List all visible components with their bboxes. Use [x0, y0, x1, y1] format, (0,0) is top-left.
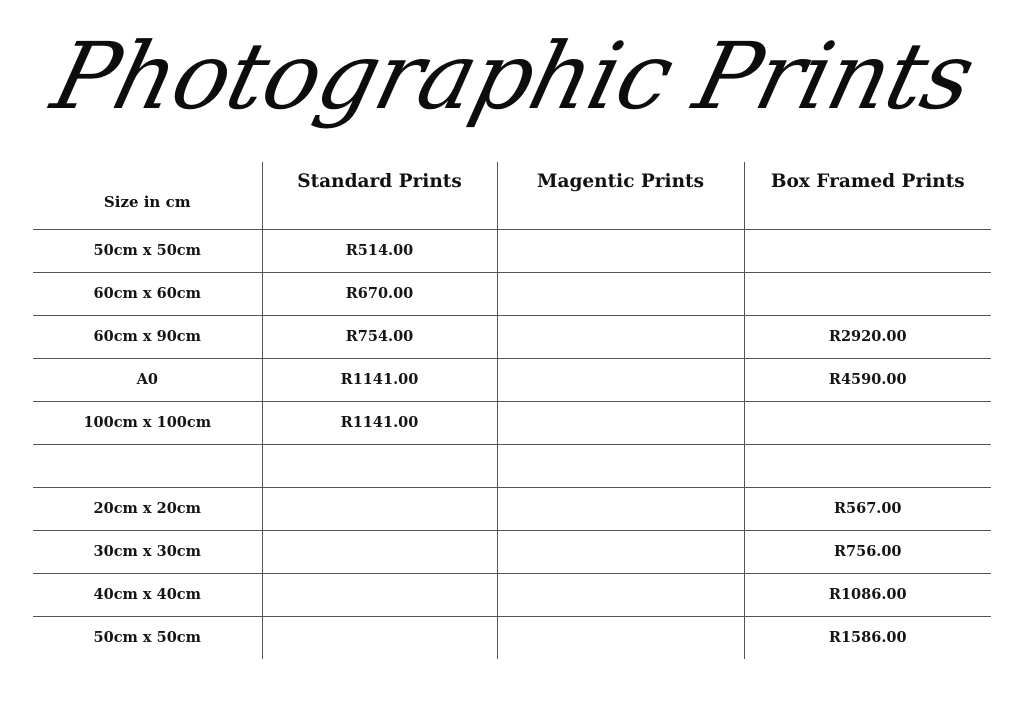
cell-size: 20cm x 20cm	[33, 487, 262, 530]
cell-size: 60cm x 60cm	[33, 272, 262, 315]
table-row	[33, 401, 991, 444]
cell-magnetic	[497, 401, 744, 444]
table-row	[33, 573, 991, 616]
cell-size: 50cm x 50cm	[93, 629, 201, 646]
price-table	[33, 162, 991, 659]
cell-size: 60cm x 90cm	[33, 315, 262, 358]
cell-box-framed	[744, 272, 991, 315]
cell-magnetic	[497, 530, 744, 573]
cell-standard	[262, 573, 497, 616]
cell-magnetic	[497, 272, 744, 315]
cell-size: 40cm x 40cm	[33, 573, 262, 616]
cell-magnetic	[497, 616, 744, 659]
table-row	[33, 530, 991, 573]
table-row	[33, 229, 991, 272]
table-row	[33, 315, 991, 358]
header-box-framed-prints: Box Framed Prints	[744, 162, 991, 229]
cell-box-framed: R756.00	[744, 530, 991, 573]
page-title: Photographic Prints	[42, 23, 985, 130]
cell-size: A0	[33, 358, 262, 401]
cell-standard	[262, 444, 497, 487]
cell-standard: R670.00	[262, 272, 497, 315]
cell-standard	[262, 616, 497, 659]
cell-box-framed: R4590.00	[744, 358, 991, 401]
cell-magnetic	[497, 315, 744, 358]
table-header-row	[33, 162, 991, 229]
cell-standard: R1141.00	[262, 401, 497, 444]
cell-box-framed	[744, 229, 991, 272]
cell-standard: R1141.00	[262, 358, 497, 401]
cell-box-framed	[744, 444, 991, 487]
cell-standard: R754.00	[262, 315, 497, 358]
cell-magnetic	[497, 444, 744, 487]
cell-standard	[262, 487, 497, 530]
cell-magnetic	[497, 487, 744, 530]
cell-standard: R514.00	[262, 229, 497, 272]
cell-size	[33, 444, 262, 487]
table-row	[33, 272, 991, 315]
table-row	[33, 358, 991, 401]
table-row	[33, 487, 991, 530]
table-row	[33, 444, 991, 487]
cell-magnetic	[497, 573, 744, 616]
cell-magnetic	[497, 229, 744, 272]
table-row	[33, 616, 991, 659]
header-size: Size in cm	[33, 162, 262, 229]
cell-box-framed: R2920.00	[744, 315, 991, 358]
header-standard-prints: Standard Prints	[262, 162, 497, 229]
cell-box-framed: R1586.00	[744, 616, 991, 659]
cell-standard	[262, 530, 497, 573]
cell-size: 100cm x 100cm	[33, 401, 262, 444]
cell-box-framed: R567.00	[744, 487, 991, 530]
cell-size: 50cm x 50cm	[33, 229, 262, 272]
cell-size: 30cm x 30cm	[33, 530, 262, 573]
cell-box-framed: R1086.00	[744, 573, 991, 616]
header-magnetic-prints: Magentic Prints	[497, 162, 744, 229]
cell-magnetic	[497, 358, 744, 401]
cell-box-framed	[744, 401, 991, 444]
